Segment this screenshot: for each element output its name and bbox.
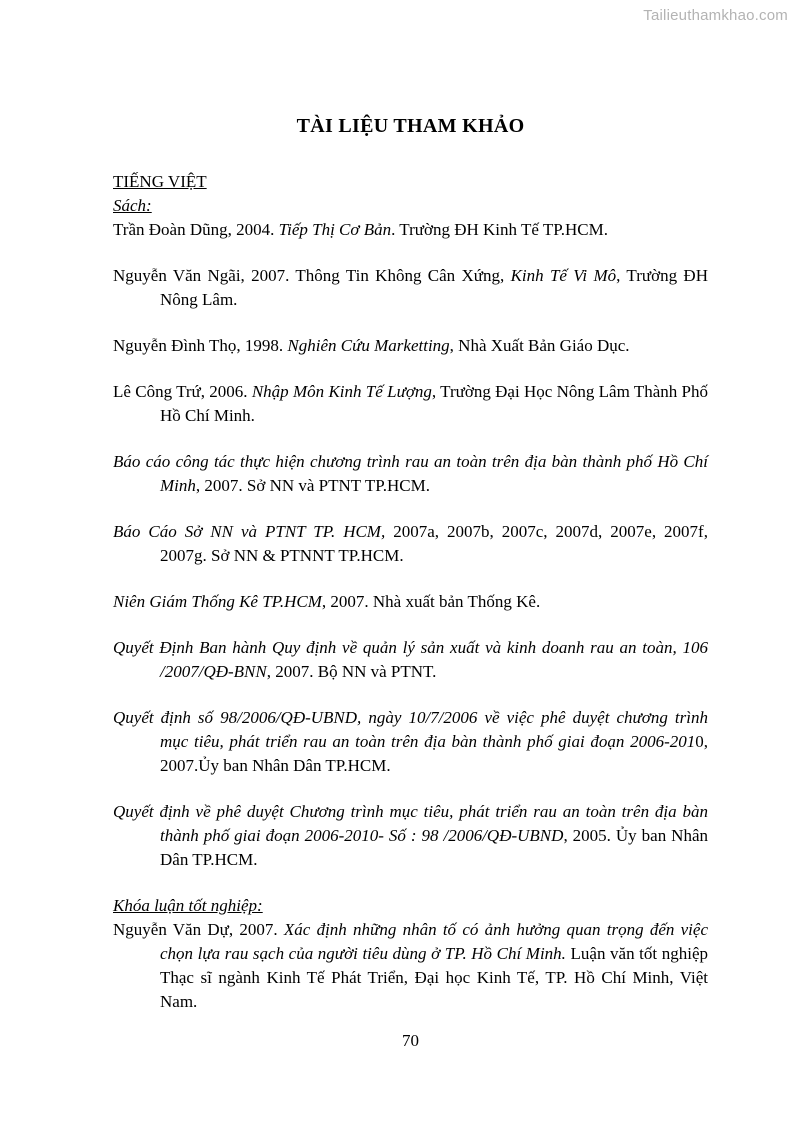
reference-text-segment: 2007a, 2007b, 2007c, 2007d, 2007e, 2007f, 2007g. Sở NN & PTNNT TP.HCM. <box>160 522 708 565</box>
reference-text-segment: Nguyễn Đình Thọ, 1998. <box>113 336 288 355</box>
page-content <box>113 112 708 1014</box>
reference-text-segment: , 2007. Bộ NN và PTNT. <box>266 662 437 681</box>
reference-text-segment: Lê Công Trứ, 2006. <box>113 382 252 401</box>
reference-text-segment: Báo cáo công tác thực hiện chương trình rau an toàn trên địa bàn thành phố Hồ Chí Minh <box>113 452 708 495</box>
reference-entry <box>113 918 708 1014</box>
page-title: TÀI LIỆU THAM KHẢO <box>296 115 525 137</box>
reference-text-segment: Quyết Định Ban hành Quy định về quản lý sản xuất và kinh doanh rau an toàn, 106 /2007/QĐ-BNN <box>113 638 708 681</box>
section-heading: TIẾNG VIỆT <box>113 172 207 191</box>
reference-text-segment: Tiếp Thị Cơ Bản <box>278 220 392 239</box>
reference-text-segment: Nguyễn Văn Ngãi, 2007. Thông Tin Không Cân Xứng, <box>113 266 511 285</box>
reference-entry <box>113 334 708 358</box>
reference-text-segment: . Trường ĐH Kinh Tế TP.HCM. <box>391 220 609 239</box>
reference-text-segment: Nghiên Cứu Marketting <box>287 336 450 355</box>
reference-text-segment: Niên Giám Thống Kê TP.HCM <box>113 592 322 611</box>
reference-text-segment: Trần Đoàn Dũng, 2004. <box>113 220 279 239</box>
reference-entry <box>113 450 708 498</box>
reference-text-segment: Báo Cáo Sở NN và PTNT TP. HCM, <box>113 522 386 541</box>
page-number: 70 <box>402 1031 419 1050</box>
reference-text-segment: Nguyễn Văn Dự, 2007. <box>113 920 284 939</box>
reference-entry <box>113 590 708 614</box>
reference-text-segment: , 2007. Sở NN và PTNT TP.HCM. <box>195 476 431 495</box>
reference-entry <box>113 636 708 684</box>
reference-text-segment: Nhập Môn Kinh Tế Lượng <box>251 382 432 401</box>
reference-text-segment: Kinh Tế Vi Mô <box>510 266 617 285</box>
reference-entry <box>113 380 708 428</box>
reference-entry <box>113 520 708 568</box>
reference-text-segment: , 2007. Nhà xuất bản Thống Kê. <box>321 592 541 611</box>
reference-text-segment: 0, 2007.Ủy ban Nhân Dân TP.HCM. <box>160 732 708 775</box>
reference-text-segment: , 2005. Ủy ban Nhân Dân TP.HCM. <box>160 826 708 869</box>
reference-text-segment: , Trường ĐH Nông Lâm. <box>160 266 708 309</box>
references-list <box>113 170 708 1014</box>
reference-text-segment: Quyết định về phê duyệt Chương trình mục tiêu, phát triển rau an toàn trên địa bàn thành phố giai đoạn 2006-2010- Số : 98 /2006/QĐ-UBND <box>113 802 708 845</box>
reference-text-segment: Xác định những nhân tố có ảnh hưởng quan trọng đến việc chọn lựa rau sạch của người tiêu dùng ở TP. Hồ Chí Minh. <box>160 920 708 963</box>
reference-entry <box>113 800 708 872</box>
reference-text-segment: Luận văn tốt nghiệp Thạc sĩ ngành Kinh Tế Phát Triển, Đại học Kinh Tế, TP. Hồ Chí Minh, Việt Nam. <box>160 944 708 1011</box>
reference-entry <box>113 706 708 778</box>
reference-text-segment: Quyết định số 98/2006/QĐ-UBND, ngày 10/7/2006 về việc phê duyệt chương trình mục tiêu, phát triển rau an toàn trên địa bàn thành phố giai đoạn 2006-201 <box>113 708 708 751</box>
reference-entry <box>113 218 708 242</box>
reference-entry <box>113 264 708 312</box>
page-footer <box>113 1029 708 1053</box>
site-watermark: Tailieuthamkhao.com <box>643 7 788 24</box>
subsection-heading: Khóa luận tốt nghiệp: <box>113 896 263 915</box>
reference-text-segment: , Nhà Xuất Bản Giáo Dục. <box>449 336 630 355</box>
subsection-heading: Sách: <box>113 196 152 215</box>
reference-text-segment: , Trường Đại Học Nông Lâm Thành Phố Hồ Chí Minh. <box>160 382 709 425</box>
